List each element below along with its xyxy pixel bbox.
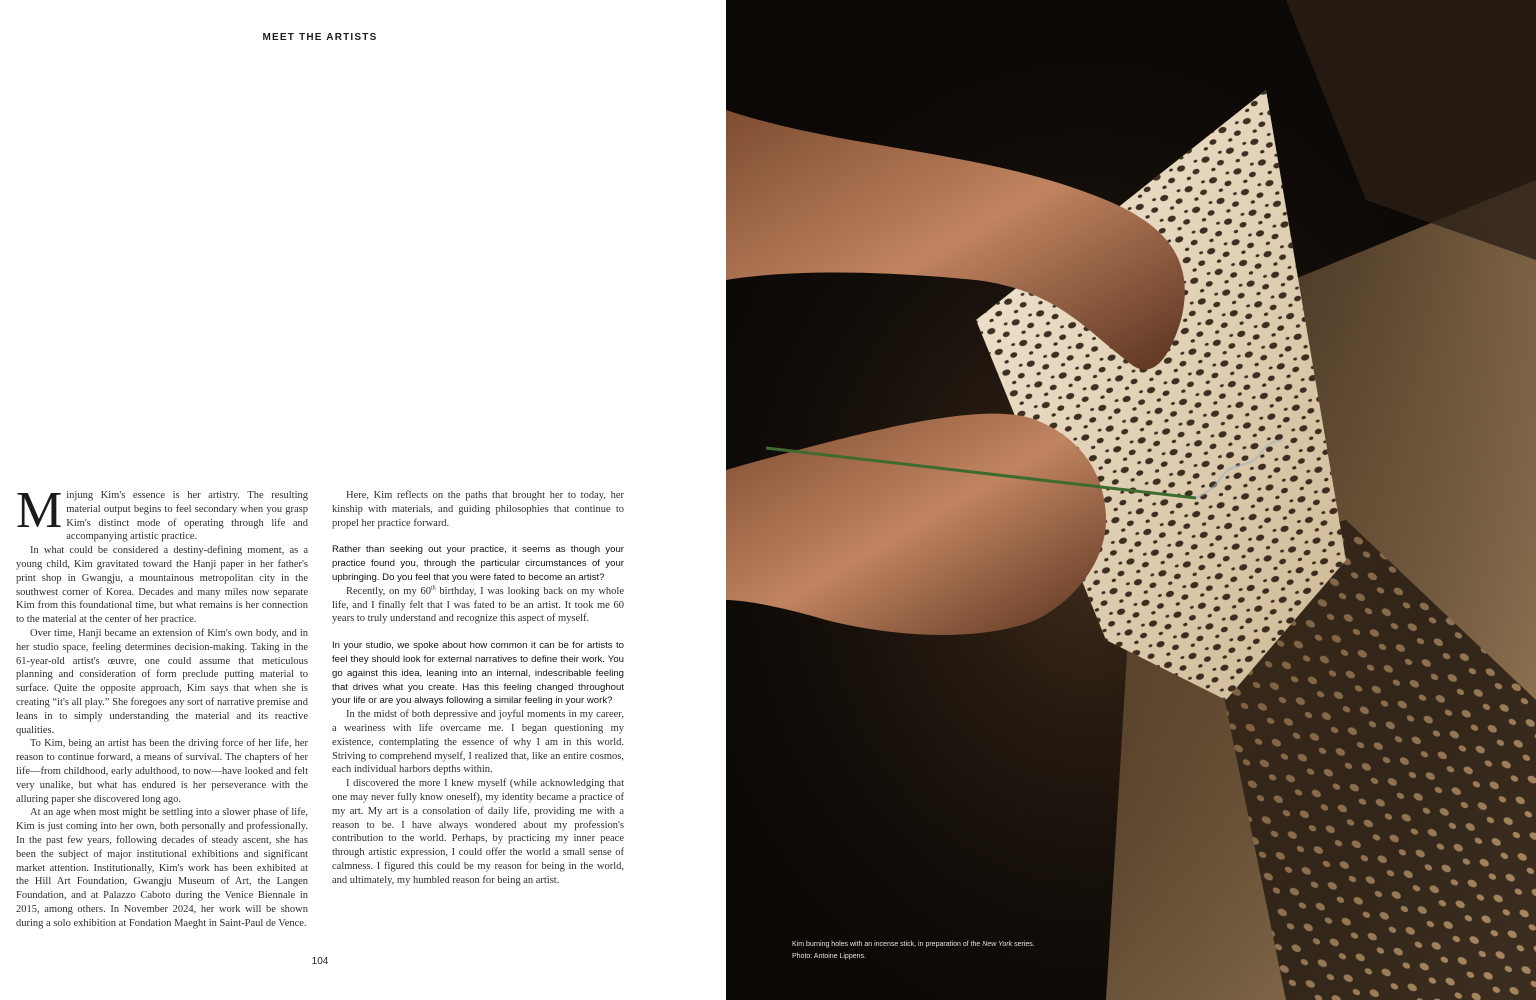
interview-answer: In the midst of both depressive and joyful moments in my career, a weariness with life overcame me. I began questioning my existence, contemplating the essence of why I am in this world. Striving to comprehend myself, I realized that, like an entire cosmos, each individual harbors depths within.	[332, 709, 624, 776]
answer-text: birthday, I was looking back on my whole life, and I finally felt that I was fated to be an artist. It took me 60 years to truly understand and recognize this aspect of myself.	[332, 585, 624, 625]
interview-question: Rather than seeking out your practice, it seems as though your practice found you, through the particular circumstances of your upbringing. Do you feel that you were fated to become an artist?	[332, 544, 624, 583]
artist-photo	[726, 0, 1536, 1000]
body-paragraph: In what could be considered a destiny-defining moment, as a young child, Kim gravitated toward the Hanji paper in her father's print shop in Gwangju, a mountainous metropolitan city in the southwest corner of Korea. Decades and many miles now separate Kim from this foundational time, but what remains is her connection to the material at the center of her practice.	[16, 545, 308, 626]
interview-question: In your studio, we spoke about how common it can be for artists to feel they should look for external narratives to define their work. You go against this idea, leaning into an internal, indescribable feeling that drives what you create. Has this feeling changed throughout your life or are you always following a similar feeling in your work?	[332, 640, 624, 707]
drop-cap: M	[16, 482, 63, 539]
caption-text: series.	[1012, 941, 1035, 948]
caption-series-title: New York	[982, 941, 1013, 948]
photo-caption	[792, 939, 1152, 962]
intro-text: injung Kim's essence is her artistry. The resulting material output begins to feel secondary when you grasp Kim's distinct mode of operating through life and accompanying artistic practice.	[66, 490, 308, 543]
answer-text: Recently, on my 60	[346, 585, 431, 597]
interview-answer: I discovered the more I knew myself (while acknowledging that one may never fully know oneself), my identity became a practice of my art. My art is a consolation of daily life, providing me with a reason to be. I have always wondered about my profession's contribution to the world. Perhaps, by practicing my inner peace through artistic expression, I could offer the world a small sense of calmness. I figured this could be my reason for being in the world, and ultimately, my humbled reason for being an artist.	[332, 778, 624, 886]
section-header: MEET THE ARTISTS	[262, 32, 378, 43]
article-column-left	[16, 482, 308, 931]
page-number: 104	[311, 956, 329, 967]
caption-line	[792, 939, 1152, 951]
photo-credit: Photo: Antoine Lippens.	[792, 952, 866, 960]
photo-illustration	[726, 0, 1536, 1000]
article-column-right	[332, 489, 624, 888]
left-page	[0, 0, 726, 1000]
ordinal-superscript: th	[430, 585, 436, 592]
caption-text: Kim burning holes with an incense stick, in preparation of the	[792, 941, 983, 948]
intro-paragraph	[16, 482, 308, 544]
body-paragraph: Here, Kim reflects on the paths that brought her to today, her kinship with materials, and guiding philosophies that continue to propel her practice forward.	[332, 490, 624, 529]
interview-answer	[332, 585, 624, 626]
body-paragraph: At an age when most might be settling into a slower phase of life, Kim is just coming into her own, both personally and professionally. In the past few years, following decades of steady ascent, she has been the subject of major institutional exhibitions and significant market attention. Institutionally, Kim's work has been exhibited at the Hill Art Foundation, Gwangju Museum of Art, the Langen Foundation, and at Palazzo Caboto during the Venice Biennale in 2015, among others. In November 2024, her work will be shown during a solo exhibition at Fondation Maeght in Saint-Paul de Vence.	[16, 807, 308, 929]
body-paragraph: Over time, Hanji became an extension of Kim's own body, and in her studio space, feeling determines decision-making. Taking in the 61-year-old artist's œuvre, one could assume that meticulous planning and consideration of form preclude putting material to surface. Quite the opposite approach, Kim says that when she is creating “it's all play.” She foregoes any sort of narrative premise and leans in to simply understanding the material and its reactive qualities.	[16, 627, 308, 736]
body-paragraph: To Kim, being an artist has been the driving force of her life, her reason to continue forward, a means of survival. The chapters of her life—from childhood, early adulthood, to now—have looked and felt very unalike, but what has endured is her perseverance with the alluring paper she discovered long ago.	[16, 738, 308, 805]
